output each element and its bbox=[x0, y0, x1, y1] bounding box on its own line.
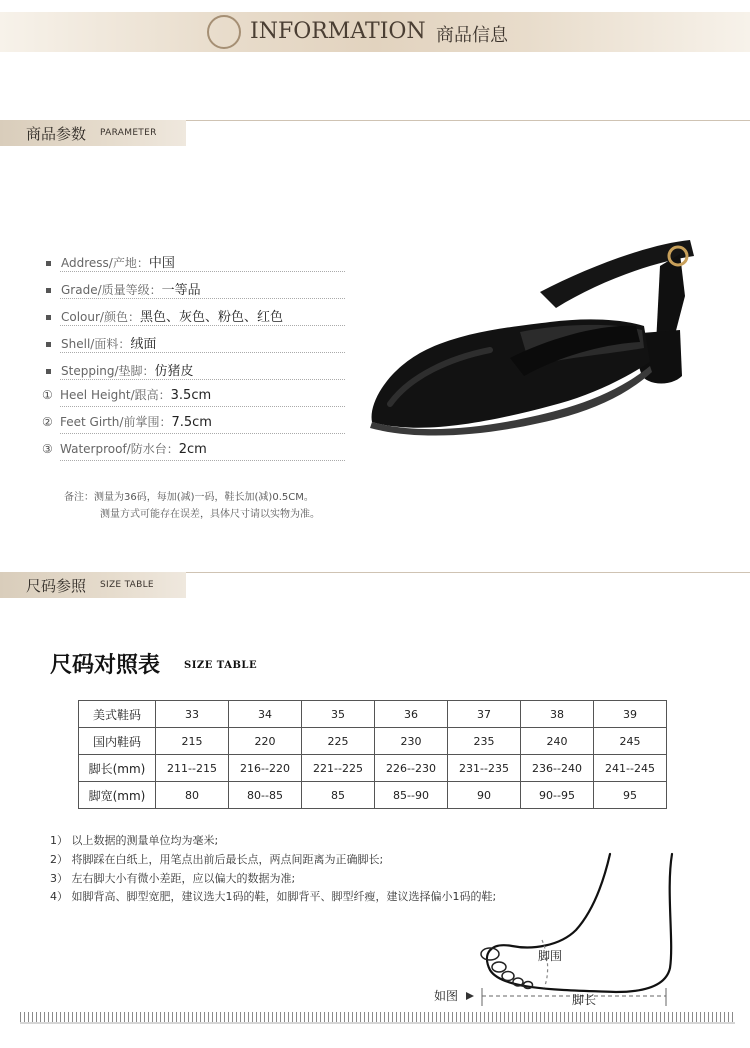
see-figure-label: 如图 bbox=[434, 989, 459, 1003]
size-table bbox=[78, 700, 667, 809]
table-cell: 90 bbox=[448, 782, 521, 809]
table-cell: 36 bbox=[375, 701, 448, 728]
table-cell: 230 bbox=[375, 728, 448, 755]
table-cell: 34 bbox=[229, 701, 302, 728]
table-cell: 245 bbox=[594, 728, 667, 755]
table-cell: 80 bbox=[156, 782, 229, 809]
size-table-subtitle: SIZE TABLE bbox=[184, 660, 258, 671]
foot-girth-label: 脚围 bbox=[538, 949, 563, 963]
foot-length-label: 脚长 bbox=[572, 993, 597, 1007]
table-row bbox=[79, 728, 667, 755]
table-cell: 80--85 bbox=[229, 782, 302, 809]
table-cell: 35 bbox=[302, 701, 375, 728]
note-line-1: 备注：测量为36码，每加(减)一码，鞋长加(减)0.5CM。 bbox=[64, 492, 314, 503]
banner-ring-icon bbox=[207, 15, 241, 49]
tip-1: 1） 以上数据的测量单位均为毫米; bbox=[50, 834, 219, 847]
tip-3: 3） 左右脚大小有微小差距，应以偏大的数据为准; bbox=[50, 872, 296, 885]
param-waterproof: ③ Waterproof/防水台：2cm bbox=[42, 442, 207, 457]
banner-title-cn: 商品信息 bbox=[436, 25, 508, 46]
table-cell: 236--240 bbox=[521, 755, 594, 782]
tip-4: 4） 如脚背高、脚型宽肥，建议选大1码的鞋，如脚背平、脚型纤瘦，建议选择偏小1码的鞋; bbox=[50, 890, 497, 903]
table-cell: 221--225 bbox=[302, 755, 375, 782]
table-cell: 90--95 bbox=[521, 782, 594, 809]
table-cell: 211--215 bbox=[156, 755, 229, 782]
section-title-en: SIZE TABLE bbox=[100, 580, 154, 590]
parameter-section-header bbox=[0, 120, 750, 146]
param-stepping: Stepping/垫脚：仿猪皮 bbox=[46, 360, 194, 379]
param-colour: Colour/颜色：黑色、灰色、粉色、红色 bbox=[46, 306, 283, 325]
size-table-title: 尺码对照表 bbox=[50, 652, 161, 678]
table-cell: 216--220 bbox=[229, 755, 302, 782]
arrow-right-icon bbox=[466, 992, 474, 1000]
section-title-cn: 尺码参照 bbox=[26, 577, 87, 595]
table-cell: 95 bbox=[594, 782, 667, 809]
table-cell: 33 bbox=[156, 701, 229, 728]
table-cell: 39 bbox=[594, 701, 667, 728]
table-cell: 231--235 bbox=[448, 755, 521, 782]
table-cell: 220 bbox=[229, 728, 302, 755]
row-header: 脚宽(mm) bbox=[79, 782, 156, 809]
param-shell: Shell/面料：绒面 bbox=[46, 333, 156, 352]
row-header: 国内鞋码 bbox=[79, 728, 156, 755]
information-banner bbox=[0, 12, 750, 52]
tip-2: 2） 将脚踩在白纸上，用笔点出前后最长点，两点间距离为正确脚长; bbox=[50, 853, 384, 866]
shoe-image bbox=[360, 226, 730, 446]
size-section-header bbox=[0, 572, 750, 598]
table-cell: 38 bbox=[521, 701, 594, 728]
table-row bbox=[79, 755, 667, 782]
section-title-cn: 商品参数 bbox=[26, 125, 87, 143]
table-cell: 235 bbox=[448, 728, 521, 755]
table-row bbox=[79, 701, 667, 728]
param-grade: Grade/质量等级：一等品 bbox=[46, 279, 201, 298]
row-header: 脚长(mm) bbox=[79, 755, 156, 782]
table-cell: 85 bbox=[302, 782, 375, 809]
table-cell: 241--245 bbox=[594, 755, 667, 782]
section-title-en: PARAMETER bbox=[100, 128, 157, 138]
table-cell: 225 bbox=[302, 728, 375, 755]
note-line-2: 测量方式可能存在误差，具体尺寸请以实物为准。 bbox=[100, 509, 320, 520]
table-cell: 215 bbox=[156, 728, 229, 755]
table-cell: 226--230 bbox=[375, 755, 448, 782]
row-header: 美式鞋码 bbox=[79, 701, 156, 728]
param-address: Address/产地：中国 bbox=[46, 252, 175, 271]
foot-diagram bbox=[420, 850, 710, 1010]
table-cell: 37 bbox=[448, 701, 521, 728]
banner-title-en: INFORMATION bbox=[250, 19, 426, 44]
table-cell: 240 bbox=[521, 728, 594, 755]
param-feet-girth: ② Feet Girth/前掌围：7.5cm bbox=[42, 415, 212, 430]
table-cell: 85--90 bbox=[375, 782, 448, 809]
param-heel-height: ① Heel Height/跟高：3.5cm bbox=[42, 388, 212, 403]
table-row bbox=[79, 782, 667, 809]
